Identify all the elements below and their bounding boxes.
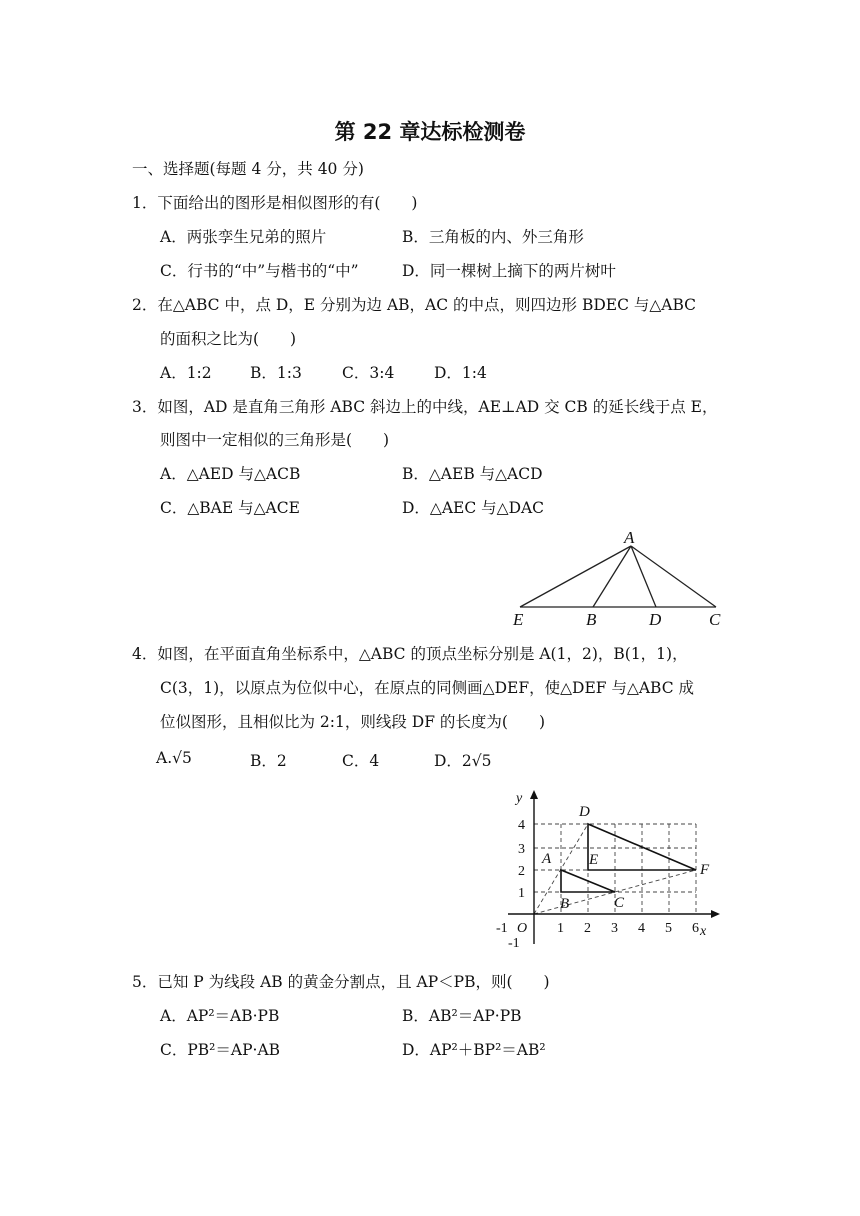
question-4-option-a: A.√5 [156, 749, 192, 767]
line-ea [520, 546, 631, 607]
y-axis-label: y [516, 791, 523, 806]
point-label-a: A [542, 851, 552, 867]
label-c: C [709, 610, 721, 629]
question-4-option-b: B．2 [250, 752, 287, 770]
question-5-option-b: B．AB²＝AP·PB [402, 1007, 522, 1025]
question-3-option-d: D．△AEC 与△DAC [402, 499, 545, 517]
question-2-stem-line2: 的面积之比为( ) [160, 330, 297, 348]
question-4-option-d: D．2√5 [434, 752, 492, 770]
y-tick-minus1: -1 [508, 936, 520, 950]
question-3-option-a: A．△AED 与△ACB [160, 465, 301, 483]
line-ba [593, 546, 631, 607]
question-3-option-b: B．△AEB 与△ACD [402, 465, 543, 483]
label-a: A [624, 528, 635, 547]
x-tick-5: 5 [665, 921, 672, 936]
question-2-option-a: A．1:2 [160, 364, 212, 382]
label-d: D [649, 610, 662, 629]
question-1-option-d: D．同一棵树上摘下的两片树叶 [402, 262, 616, 280]
question-3-stem-line2: 则图中一定相似的三角形是( ) [160, 431, 390, 449]
question-5-stem: 5．已知 P 为线段 AB 的黄金分割点，且 AP＜PB，则( ) [132, 973, 550, 991]
question-1-option-c: C．行书的“中”与楷书的“中” [160, 262, 359, 280]
question-4-coordinate-figure [490, 784, 730, 950]
question-4-stem-line2: C(3，1)，以原点为位似中心，在原点的同侧画△DEF，使△DEF 与△ABC 成 [160, 679, 695, 697]
question-5-option-d: D．AP²＋BP²＝AB² [402, 1041, 546, 1059]
question-4-option-c: C．4 [342, 752, 380, 770]
x-tick-4: 4 [638, 921, 645, 936]
question-3-option-c: C．△BAE 与△ACE [160, 499, 300, 517]
x-tick-3: 3 [611, 921, 618, 936]
question-2-stem-line1: 2．在△ABC 中，点 D，E 分别为边 AB，AC 的中点，则四边形 BDEC 与△ABC [132, 296, 697, 314]
x-tick-1: 1 [557, 921, 564, 936]
question-1-option-b: B．三角板的内、外三角形 [402, 228, 584, 246]
point-label-e: E [589, 852, 599, 868]
point-label-d: D [579, 804, 590, 820]
section-heading: 一、选择题(每题 4 分，共 40 分) [132, 160, 364, 178]
point-label-b: B [560, 896, 570, 912]
question-5-option-c: C．PB²＝AP·AB [160, 1041, 281, 1059]
question-3-stem-line1: 3．如图，AD 是直角三角形 ABC 斜边上的中线，AE⊥AD 交 CB 的延长线于点 E， [132, 398, 718, 416]
point-label-c: C [614, 895, 625, 911]
question-4-stem-line1: 4．如图，在平面直角坐标系中，△ABC 的顶点坐标分别是 A(1，2)，B(1，1)， [132, 645, 688, 663]
origin-label: O [517, 921, 528, 936]
question-5-option-a: A．AP²＝AB·PB [160, 1007, 280, 1025]
question-4-stem-line3: 位似图形，且相似比为 2:1，则线段 DF 的长度为( ) [160, 713, 546, 731]
y-tick-4: 4 [518, 818, 525, 833]
x-axis-label: x [700, 924, 707, 939]
question-1-stem: 1．下面给出的图形是相似图形的有( ) [132, 194, 418, 212]
point-label-f: F [700, 862, 710, 878]
triangle-def [588, 824, 696, 870]
question-2-option-c: C．3:4 [342, 364, 395, 382]
page-title: 第 22 章达标检测卷 [334, 120, 526, 144]
x-tick-6: 6 [692, 921, 699, 936]
question-1-option-a: A．两张孪生兄弟的照片 [160, 228, 327, 246]
x-axis-arrow [711, 910, 720, 918]
y-axis-arrow [530, 790, 538, 799]
question-2-option-d: D．1:4 [434, 364, 487, 382]
question-3-figure [500, 526, 740, 630]
question-2-option-b: B．1:3 [250, 364, 302, 382]
label-e: E [513, 610, 524, 629]
y-tick-1: 1 [518, 886, 525, 901]
x-tick-2: 2 [584, 921, 591, 936]
y-tick-3: 3 [518, 842, 525, 857]
y-tick-2: 2 [518, 864, 525, 879]
x-tick-minus1: -1 [496, 921, 508, 936]
label-b: B [586, 610, 597, 629]
